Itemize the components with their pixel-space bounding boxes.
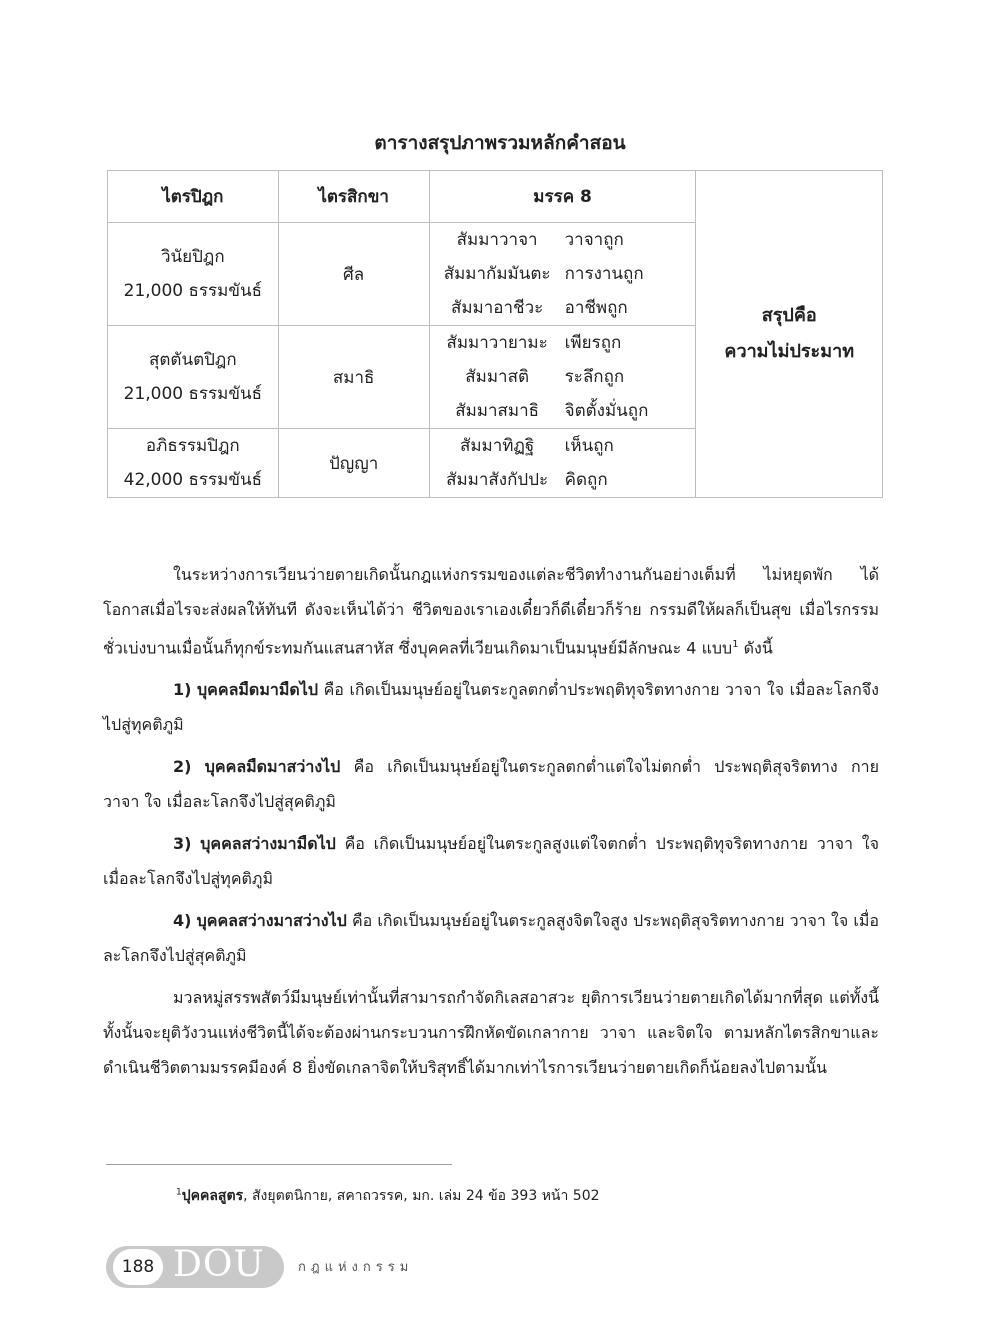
path-meaning: วาจาถูก xyxy=(564,230,624,250)
path-meaning: อาชีพถูก xyxy=(564,298,628,318)
body-text xyxy=(103,557,879,1092)
pitaka-count: 21,000 ธรรมขันธ์ xyxy=(123,281,262,301)
training-cell: ศีล xyxy=(278,223,429,326)
item-term: บุคคลมืดมาสว่างไป xyxy=(204,757,341,777)
pitaka-name: อภิธรรมปิฎก xyxy=(145,436,240,456)
path-cell xyxy=(429,326,696,429)
summary-line-2: ความไม่ประมาท xyxy=(724,341,855,362)
pitaka-count: 21,000 ธรรมขันธ์ xyxy=(123,384,262,404)
path-pali: สัมมาอาชีวะ xyxy=(450,298,544,318)
intro-text: ในระหว่างการเวียนว่ายตายเกิดนั้นกฎแห่งกรรมของแต่ละชีวิตทำงานกันอย่างเต็มที่ ไม่หยุดพัก ได้โอกาสเมื่อไรจะส่งผลให้ทันที ดังจะเห็นได้ว่า ชีวิตของเราเองเดี๋ยวก็ดีเดี๋ยวก็ร้าย กรรมดีให้ผลก็เป็นสุข เมื่อไรกรรมชั่วเบ่งบานเมื่อนั้นก็ทุกข์ระทมกันแสนสาหัส ซึ่งบุคคลที่เวียนเกิดมาเป็นมนุษย์มีลักษณะ 4 แบบ xyxy=(103,565,879,658)
pitaka-cell xyxy=(108,326,279,429)
intro-paragraph xyxy=(103,557,879,665)
list-item xyxy=(103,903,879,973)
pitaka-cell xyxy=(108,223,279,326)
path-meaning: คิดถูก xyxy=(564,470,608,490)
brand-logo: DOU xyxy=(173,1244,265,1285)
pitaka-name: สุตตันตปิฎก xyxy=(149,350,237,370)
list-item xyxy=(103,749,879,819)
training-cell: ปัญญา xyxy=(278,429,429,498)
pitaka-name: วินัยปิฎก xyxy=(160,247,225,267)
item-text: คือ เกิดเป็นมนุษย์อยู่ในตระกูลตกต่ำประพฤติทุจริตทางกาย วาจา ใจ เมื่อละโลกจึงไปสู่ทุคติภูมิ xyxy=(103,680,879,735)
item-term: บุคคลสว่างมามืดไป xyxy=(200,834,336,854)
pitaka-count: 42,000 ธรรมขันธ์ xyxy=(123,470,262,490)
item-number: 2) xyxy=(173,757,192,777)
table-title: ตารางสรุปภาพรวมหลักคำสอน xyxy=(374,132,626,154)
summary-cell xyxy=(696,171,883,498)
header-pitaka: ไตรปิฎก xyxy=(108,171,279,223)
pitaka-cell xyxy=(108,429,279,498)
item-number: 4) xyxy=(173,911,192,931)
path-meaning: การงานถูก xyxy=(564,264,644,284)
header-training: ไตรสิกขา xyxy=(278,171,429,223)
footnote xyxy=(176,1185,600,1207)
item-text: คือ เกิดเป็นมนุษย์อยู่ในตระกูลตกต่ำแต่ใจไม่ตกต่ำ ประพฤติสุจริตทาง กาย วาจา ใจ เมื่อละโลกจึงไปสู่สุคติภูมิ xyxy=(103,757,880,812)
path-meaning: ระลึกถูก xyxy=(564,367,625,387)
teaching-summary-table xyxy=(107,170,883,498)
path-pali: สัมมาสังกัปปะ xyxy=(446,470,549,490)
table-header-row xyxy=(108,171,883,223)
path-meaning: เห็นถูก xyxy=(564,436,614,456)
item-text: คือ เกิดเป็นมนุษย์อยู่ในตระกูลสูงจิตใจสูง ประพฤติสุจริตทางกาย วาจา ใจ เมื่อละโลกจึงไปสู่สุคติภูมิ xyxy=(103,911,879,966)
path-cell xyxy=(429,223,696,326)
path-cell xyxy=(429,429,696,498)
list-item xyxy=(103,672,879,742)
item-number: 1) xyxy=(173,680,192,700)
running-head: กฎแห่งกรรม xyxy=(298,1260,414,1275)
footnote-number: 1 xyxy=(176,1187,182,1198)
path-pali: สัมมากัมมันตะ xyxy=(443,264,551,284)
path-pali: สัมมาสมาธิ xyxy=(455,401,540,421)
path-pali: สัมมาวายามะ xyxy=(446,333,548,353)
path-meaning: เพียรถูก xyxy=(564,333,622,353)
path-pali: สัมมาสติ xyxy=(465,367,529,387)
footnote-divider xyxy=(106,1164,452,1165)
path-pali: สัมมาทิฏฐิ xyxy=(459,436,535,456)
path-pali: สัมมาวาจา xyxy=(456,230,538,250)
path-meaning: จิตตั้งมั่นถูก xyxy=(564,401,649,421)
footnote-ref[interactable]: 1 xyxy=(732,639,739,650)
intro-end: ดังนี้ xyxy=(743,638,773,658)
item-term: บุคคลมืดมามืดไป xyxy=(197,680,318,700)
summary-line-1: สรุปคือ xyxy=(761,305,817,326)
list-item xyxy=(103,826,879,896)
footnote-title: ปุคคลสูตร xyxy=(181,1188,244,1204)
training-cell: สมาธิ xyxy=(278,326,429,429)
header-path: มรรค 8 xyxy=(429,171,696,223)
page-number: 188 xyxy=(113,1249,163,1285)
item-text: คือ เกิดเป็นมนุษย์อยู่ในตระกูลสูงแต่ใจตกต่ำ ประพฤติทุจริตทางกาย วาจา ใจ เมื่อละโลกจึงไปสู่ทุคติภูมิ xyxy=(103,834,879,889)
footnote-text: , สังยุตตนิกาย, สคาถวรรค, มก. เล่ม 24 ข้อ 393 หน้า 502 xyxy=(243,1188,600,1204)
item-number: 3) xyxy=(173,834,192,854)
closing-paragraph: มวลหมู่สรรพสัตว์มีมนุษย์เท่านั้นที่สามารถกำจัดกิเลสอาสวะ ยุติการเวียนว่ายตายเกิดได้มากที่สุด แต่ทั้งนี้ทั้งนั้นจะยุติวังวนแห่งชีวิตนี้ได้จะต้องผ่านกระบวนการฝึกหัดขัดเกลากาย วาจา และจิตใจ ตามหลักไตรสิกขาและดำเนินชีวิตตามมรรคมีองค์ 8 ยิ่งขัดเกลาจิตให้บริสุทธิ์ได้มากเท่าไรการเวียนว่ายตายเกิดก็น้อยลงไปตามนั้น xyxy=(103,988,879,1078)
item-term: บุคคลสว่างมาสว่างไป xyxy=(196,911,347,931)
